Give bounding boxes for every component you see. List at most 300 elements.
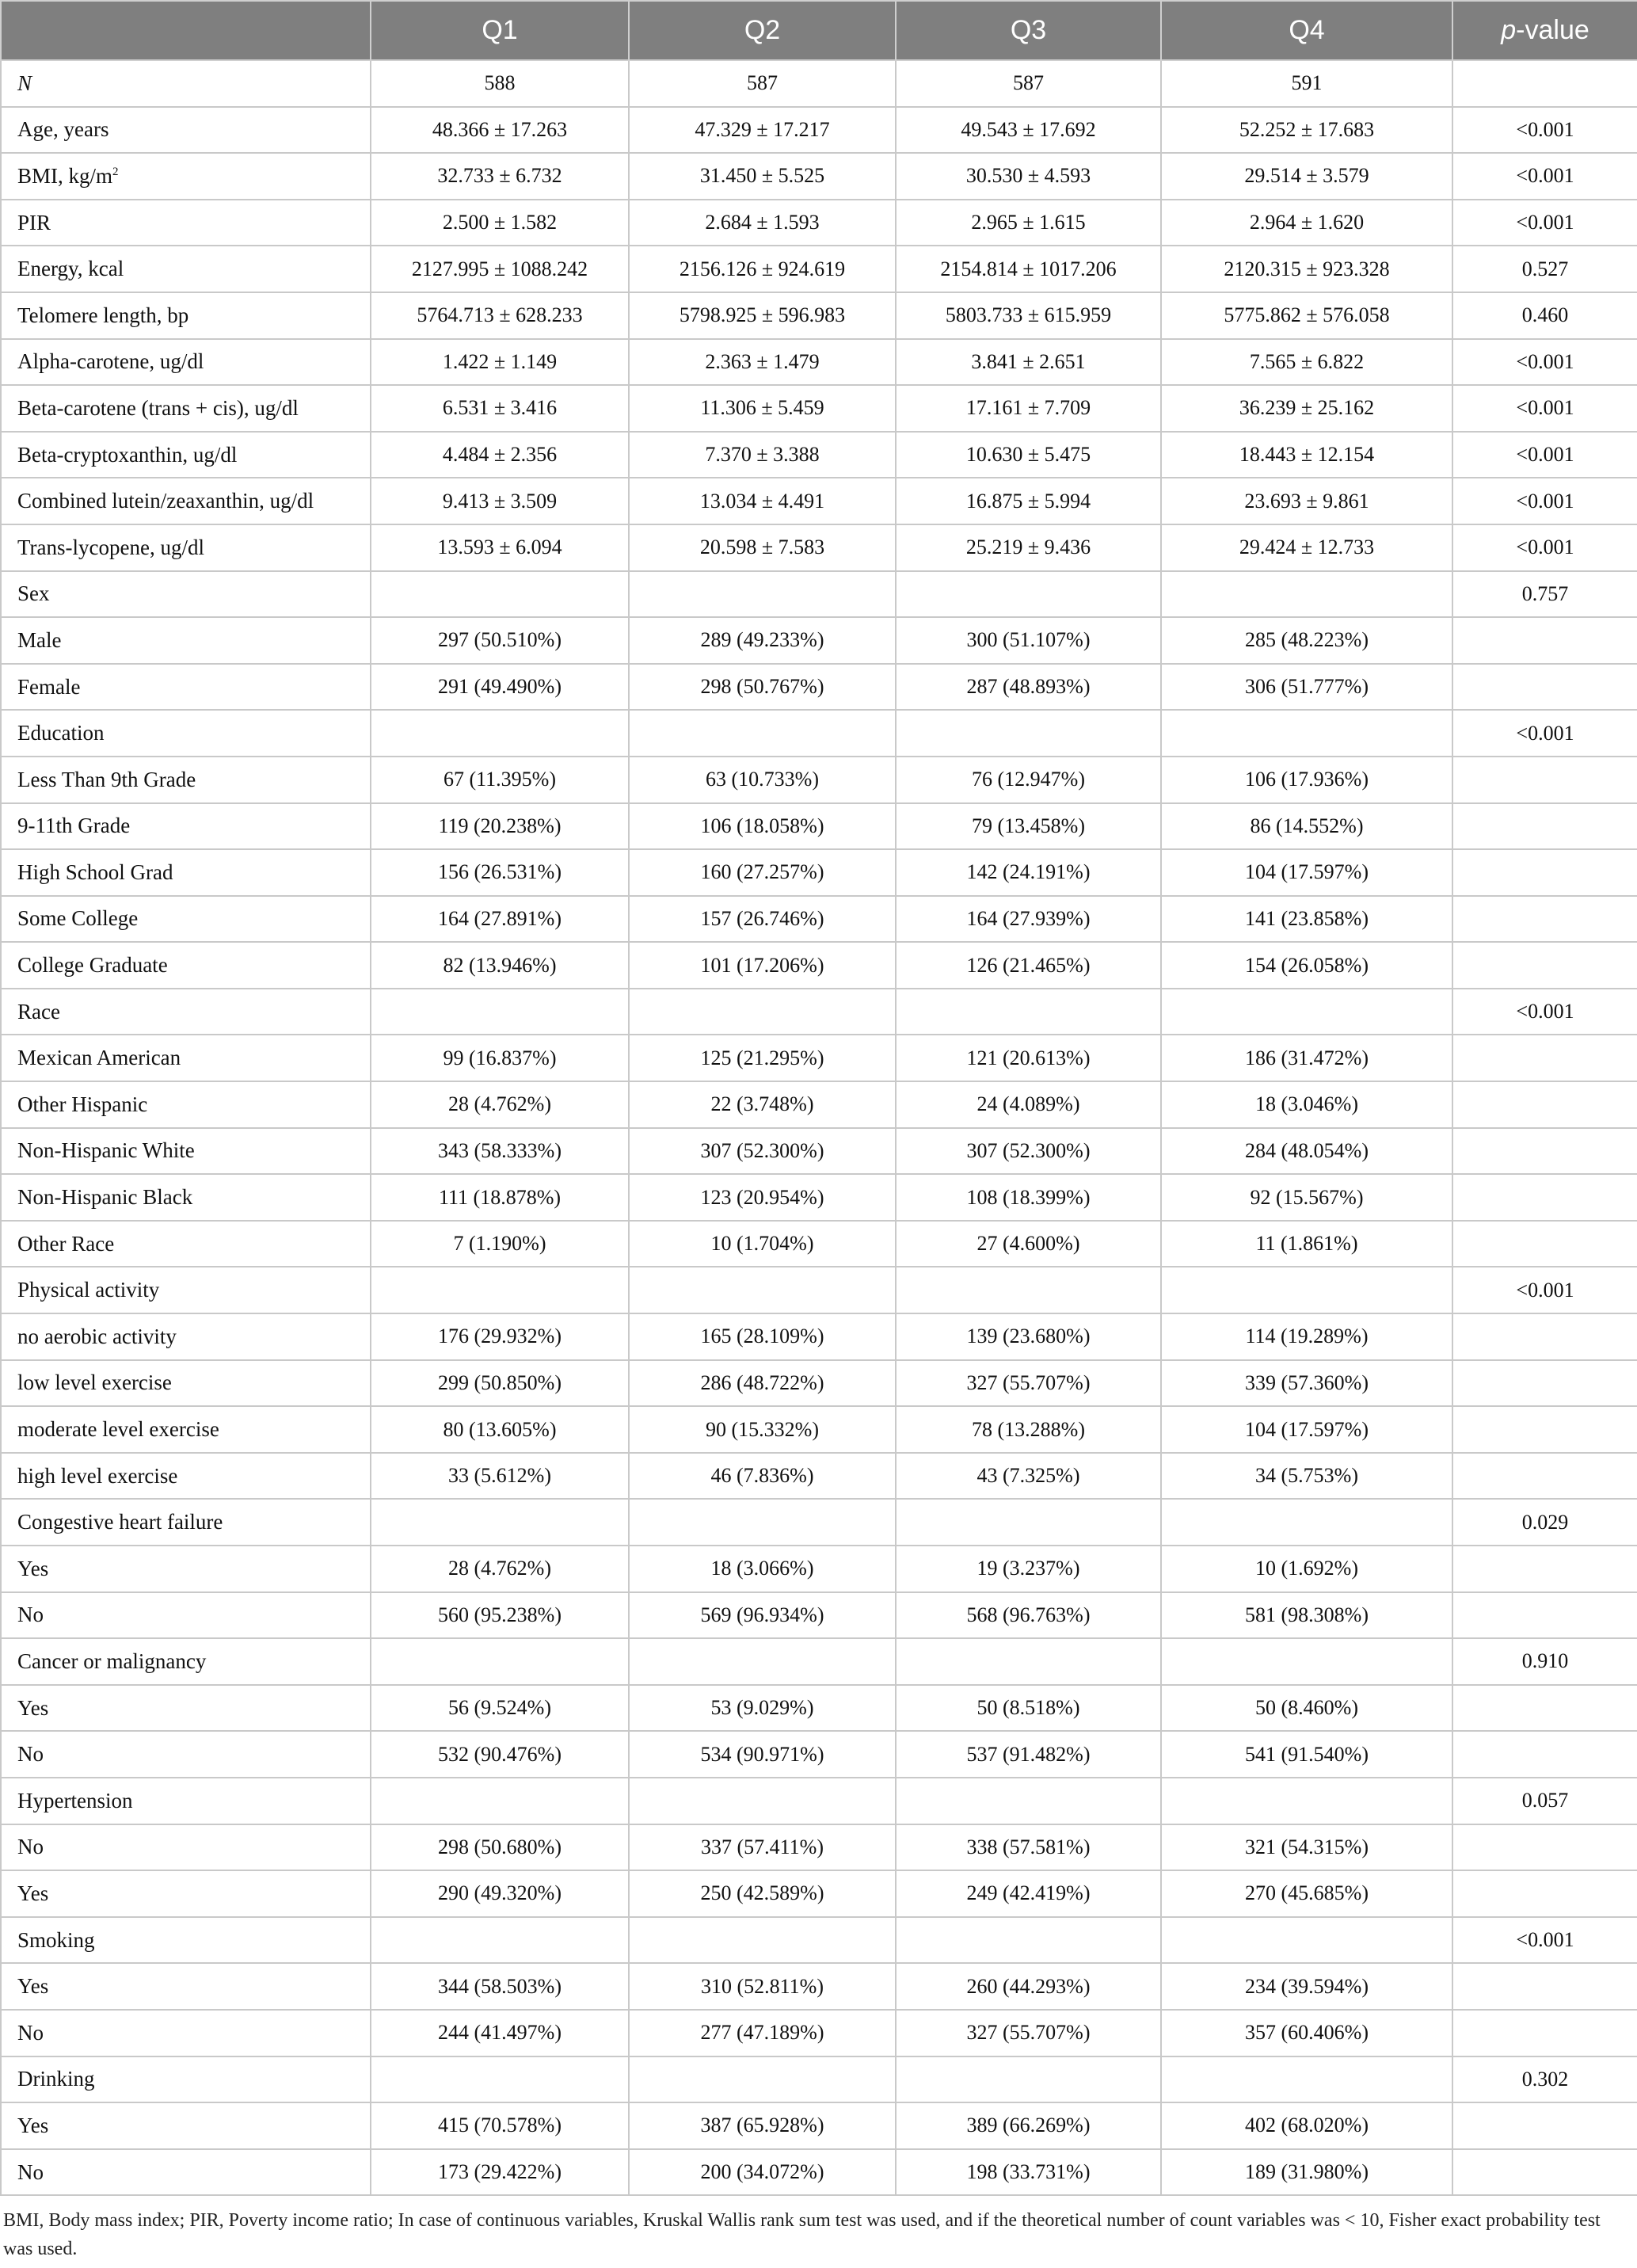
cell-q3: 568 (96.763%) xyxy=(896,1592,1161,1639)
row-label-text: Hypertension xyxy=(17,1788,133,1812)
cell-q1 xyxy=(371,2056,629,2103)
row-label-text: Alpha-carotene, ug/dl xyxy=(17,349,204,374)
table-row xyxy=(1,1778,1637,1824)
cell-p-value xyxy=(1452,60,1637,107)
cell-q1 xyxy=(371,571,629,618)
cell-q2: 2156.126 ± 924.619 xyxy=(629,246,896,292)
cell-q3: 19 (3.237%) xyxy=(896,1546,1161,1592)
cell-p-value xyxy=(1452,1221,1637,1267)
cell-q3 xyxy=(896,1499,1161,1546)
table-row xyxy=(1,1128,1637,1175)
header-q1: Q1 xyxy=(371,1,629,60)
cell-q3: 389 (66.269%) xyxy=(896,2102,1161,2149)
cell-p-value: 0.029 xyxy=(1452,1499,1637,1546)
table-row xyxy=(1,1267,1637,1313)
cell-q1: 28 (4.762%) xyxy=(371,1081,629,1128)
cell-q1: 343 (58.333%) xyxy=(371,1128,629,1175)
cell-q3: 327 (55.707%) xyxy=(896,1360,1161,1407)
cell-q3 xyxy=(896,1267,1161,1313)
cell-p-value: <0.001 xyxy=(1452,107,1637,154)
cell-q4: 306 (51.777%) xyxy=(1161,664,1452,711)
cell-q3: 164 (27.939%) xyxy=(896,896,1161,943)
row-label-text: 9-11th Grade xyxy=(17,814,131,838)
cell-q3 xyxy=(896,1638,1161,1685)
cell-q1 xyxy=(371,1638,629,1685)
row-label xyxy=(1,107,371,154)
cell-q2: 337 (57.411%) xyxy=(629,1824,896,1871)
cell-p-value xyxy=(1452,1592,1637,1639)
cell-q2: 289 (49.233%) xyxy=(629,617,896,664)
cell-q1: 7 (1.190%) xyxy=(371,1221,629,1267)
cell-q4 xyxy=(1161,571,1452,618)
cell-q2: 277 (47.189%) xyxy=(629,2010,896,2056)
row-label xyxy=(1,2149,371,2196)
row-label xyxy=(1,246,371,292)
row-label xyxy=(1,339,371,386)
row-label xyxy=(1,153,371,200)
row-label xyxy=(1,1360,371,1407)
cell-q1: 560 (95.238%) xyxy=(371,1592,629,1639)
cell-q1 xyxy=(371,989,629,1035)
row-label xyxy=(1,2102,371,2149)
cell-q1 xyxy=(371,1917,629,1964)
cell-q2 xyxy=(629,989,896,1035)
row-label xyxy=(1,200,371,246)
row-label xyxy=(1,1453,371,1500)
table-row xyxy=(1,478,1637,524)
row-label xyxy=(1,1824,371,1871)
cell-p-value xyxy=(1452,757,1637,803)
row-label-text: Mexican American xyxy=(17,1046,181,1070)
cell-q3: 537 (91.482%) xyxy=(896,1731,1161,1778)
cell-q1: 297 (50.510%) xyxy=(371,617,629,664)
cell-p-value xyxy=(1452,803,1637,850)
cell-q3: 10.630 ± 5.475 xyxy=(896,432,1161,478)
cell-q2: 157 (26.746%) xyxy=(629,896,896,943)
row-label-text: Non-Hispanic Black xyxy=(17,1185,193,1210)
cell-q1: 32.733 ± 6.732 xyxy=(371,153,629,200)
cell-q4: 11 (1.861%) xyxy=(1161,1221,1452,1267)
cell-p-value xyxy=(1452,849,1637,896)
row-label xyxy=(1,2056,371,2103)
cell-p-value xyxy=(1452,1035,1637,1081)
cell-q4: 186 (31.472%) xyxy=(1161,1035,1452,1081)
table-row xyxy=(1,1731,1637,1778)
cell-q4: 7.565 ± 6.822 xyxy=(1161,339,1452,386)
row-label-text: Female xyxy=(17,674,81,699)
cell-p-value xyxy=(1452,1128,1637,1175)
cell-q2: 18 (3.066%) xyxy=(629,1546,896,1592)
table-row xyxy=(1,1221,1637,1267)
cell-q1: 4.484 ± 2.356 xyxy=(371,432,629,478)
cell-q1: 173 (29.422%) xyxy=(371,2149,629,2196)
cell-q3 xyxy=(896,571,1161,618)
cell-q3: 27 (4.600%) xyxy=(896,1221,1161,1267)
row-label-text: Telomere length, bp xyxy=(17,303,189,327)
cell-q4: 10 (1.692%) xyxy=(1161,1546,1452,1592)
cell-p-value: <0.001 xyxy=(1452,200,1637,246)
row-label xyxy=(1,896,371,943)
cell-q4: 36.239 ± 25.162 xyxy=(1161,385,1452,432)
cell-p-value xyxy=(1452,1360,1637,1407)
cell-q2: 387 (65.928%) xyxy=(629,2102,896,2149)
cell-q4: 104 (17.597%) xyxy=(1161,1406,1452,1453)
row-label-text: No xyxy=(17,1742,44,1767)
cell-q1: 9.413 ± 3.509 xyxy=(371,478,629,524)
cell-q2: 5798.925 ± 596.983 xyxy=(629,292,896,339)
cell-q4: 18.443 ± 12.154 xyxy=(1161,432,1452,478)
row-label xyxy=(1,1128,371,1175)
cell-q1: 532 (90.476%) xyxy=(371,1731,629,1778)
row-label xyxy=(1,710,371,757)
row-label-text: No xyxy=(17,2020,44,2045)
row-label-text: Beta-cryptoxanthin, ug/dl xyxy=(17,442,238,467)
cell-q4: 23.693 ± 9.861 xyxy=(1161,478,1452,524)
cell-q2 xyxy=(629,1917,896,1964)
cell-q4: 234 (39.594%) xyxy=(1161,1963,1452,2010)
cell-p-value: <0.001 xyxy=(1452,1267,1637,1313)
cell-p-value xyxy=(1452,1081,1637,1128)
cell-p-value xyxy=(1452,942,1637,989)
row-label xyxy=(1,1963,371,2010)
table-row xyxy=(1,1313,1637,1360)
row-label-text: Yes xyxy=(17,2113,49,2137)
cell-q4: 92 (15.567%) xyxy=(1161,1174,1452,1221)
cell-q3 xyxy=(896,989,1161,1035)
cell-q4: 284 (48.054%) xyxy=(1161,1128,1452,1175)
cell-p-value xyxy=(1452,2102,1637,2149)
cell-q3: 300 (51.107%) xyxy=(896,617,1161,664)
cell-q4: 18 (3.046%) xyxy=(1161,1081,1452,1128)
cell-q3 xyxy=(896,2056,1161,2103)
cell-q2 xyxy=(629,1267,896,1313)
cell-q3: 249 (42.419%) xyxy=(896,1870,1161,1917)
cell-q4: 2.964 ± 1.620 xyxy=(1161,200,1452,246)
cell-q4: 339 (57.360%) xyxy=(1161,1360,1452,1407)
cell-q4: 541 (91.540%) xyxy=(1161,1731,1452,1778)
cell-q4 xyxy=(1161,1778,1452,1824)
cell-p-value xyxy=(1452,1870,1637,1917)
row-label-text: low level exercise xyxy=(17,1370,172,1395)
cell-q1: 111 (18.878%) xyxy=(371,1174,629,1221)
cell-p-value: <0.001 xyxy=(1452,989,1637,1035)
cell-q4: 154 (26.058%) xyxy=(1161,942,1452,989)
cell-q4: 29.514 ± 3.579 xyxy=(1161,153,1452,200)
row-label-text: Race xyxy=(17,999,60,1023)
row-label xyxy=(1,1546,371,1592)
cell-q2 xyxy=(629,571,896,618)
table-row xyxy=(1,153,1637,200)
cell-q2: 160 (27.257%) xyxy=(629,849,896,896)
row-label-text: Less Than 9th Grade xyxy=(17,767,196,791)
cell-q3: 587 xyxy=(896,60,1161,107)
row-label xyxy=(1,617,371,664)
row-label-text: BMI, kg/m xyxy=(17,163,113,188)
table-row xyxy=(1,385,1637,432)
cell-q2: 47.329 ± 17.217 xyxy=(629,107,896,154)
row-label xyxy=(1,1638,371,1685)
row-label-text: Yes xyxy=(17,1695,49,1720)
cell-q3 xyxy=(896,710,1161,757)
row-label xyxy=(1,432,371,478)
table-row xyxy=(1,1592,1637,1639)
row-label xyxy=(1,1685,371,1732)
row-label-text: high level exercise xyxy=(17,1463,178,1488)
cell-p-value xyxy=(1452,1824,1637,1871)
cell-q1: 588 xyxy=(371,60,629,107)
cell-p-value: <0.001 xyxy=(1452,710,1637,757)
cell-p-value xyxy=(1452,1731,1637,1778)
cell-q4 xyxy=(1161,1917,1452,1964)
cell-q1: 290 (49.320%) xyxy=(371,1870,629,1917)
table-row xyxy=(1,60,1637,107)
table-row xyxy=(1,849,1637,896)
row-label-text: Congestive heart failure xyxy=(17,1510,223,1534)
header-p-rest: -value xyxy=(1516,15,1589,45)
row-label xyxy=(1,757,371,803)
cell-q3: 43 (7.325%) xyxy=(896,1453,1161,1500)
row-label xyxy=(1,1499,371,1546)
row-label-text: Other Hispanic xyxy=(17,1092,148,1116)
row-label-text: Sex xyxy=(17,581,50,606)
cell-p-value xyxy=(1452,2010,1637,2056)
cell-q2: 20.598 ± 7.583 xyxy=(629,524,896,571)
header-variable xyxy=(1,1,371,60)
table-row xyxy=(1,1406,1637,1453)
cell-q2 xyxy=(629,2056,896,2103)
row-label-text: Energy, kcal xyxy=(17,257,124,281)
table-row xyxy=(1,1035,1637,1081)
row-label xyxy=(1,1081,371,1128)
row-label xyxy=(1,478,371,524)
table-row xyxy=(1,1174,1637,1221)
cell-q4: 86 (14.552%) xyxy=(1161,803,1452,850)
row-label-text: N xyxy=(17,71,32,95)
row-label xyxy=(1,664,371,711)
cell-q4 xyxy=(1161,2056,1452,2103)
table-row xyxy=(1,292,1637,339)
cell-q3: 198 (33.731%) xyxy=(896,2149,1161,2196)
row-label-text: PIR xyxy=(17,210,51,234)
table-row xyxy=(1,200,1637,246)
table-row xyxy=(1,942,1637,989)
cell-q3: 108 (18.399%) xyxy=(896,1174,1161,1221)
row-label xyxy=(1,1778,371,1824)
cell-q1: 28 (4.762%) xyxy=(371,1546,629,1592)
cell-p-value xyxy=(1452,1406,1637,1453)
table-row xyxy=(1,339,1637,386)
cell-p-value xyxy=(1452,896,1637,943)
cell-q1: 82 (13.946%) xyxy=(371,942,629,989)
row-label-text: Combined lutein/zeaxanthin, ug/dl xyxy=(17,489,314,513)
cell-p-value xyxy=(1452,1546,1637,1592)
cell-q2: 7.370 ± 3.388 xyxy=(629,432,896,478)
cell-q3: 16.875 ± 5.994 xyxy=(896,478,1161,524)
cell-p-value: <0.001 xyxy=(1452,432,1637,478)
cell-q2: 13.034 ± 4.491 xyxy=(629,478,896,524)
cell-p-value xyxy=(1452,1685,1637,1732)
row-label-text: No xyxy=(17,1603,44,1627)
table-row xyxy=(1,2056,1637,2103)
table-row xyxy=(1,1963,1637,2010)
table-row xyxy=(1,1870,1637,1917)
row-label xyxy=(1,60,371,107)
cell-q2: 200 (34.072%) xyxy=(629,2149,896,2196)
cell-q1: 13.593 ± 6.094 xyxy=(371,524,629,571)
cell-q2: 165 (28.109%) xyxy=(629,1313,896,1360)
cell-q1: 176 (29.932%) xyxy=(371,1313,629,1360)
cell-q2: 46 (7.836%) xyxy=(629,1453,896,1500)
cell-q4: 189 (31.980%) xyxy=(1161,2149,1452,2196)
row-label xyxy=(1,1731,371,1778)
cell-q1: 344 (58.503%) xyxy=(371,1963,629,2010)
cell-q2: 90 (15.332%) xyxy=(629,1406,896,1453)
row-label-text: Some College xyxy=(17,906,139,931)
row-label-text: Cancer or malignancy xyxy=(17,1649,207,1673)
cell-q4: 5775.862 ± 576.058 xyxy=(1161,292,1452,339)
cell-q4: 104 (17.597%) xyxy=(1161,849,1452,896)
table-header xyxy=(1,1,1637,60)
cell-q1 xyxy=(371,1778,629,1824)
table-row xyxy=(1,664,1637,711)
cell-q3 xyxy=(896,1917,1161,1964)
row-label-text: Physical activity xyxy=(17,1278,160,1302)
cell-q2: 2.684 ± 1.593 xyxy=(629,200,896,246)
cell-q1: 1.422 ± 1.149 xyxy=(371,339,629,386)
row-label xyxy=(1,524,371,571)
row-label xyxy=(1,1035,371,1081)
row-label xyxy=(1,1221,371,1267)
row-label xyxy=(1,2010,371,2056)
cell-q2 xyxy=(629,1499,896,1546)
cell-q1 xyxy=(371,1499,629,1546)
cell-q3 xyxy=(896,1778,1161,1824)
cell-p-value: <0.001 xyxy=(1452,524,1637,571)
cell-p-value: <0.001 xyxy=(1452,478,1637,524)
table-row xyxy=(1,617,1637,664)
row-label-text: moderate level exercise xyxy=(17,1417,219,1442)
table-row xyxy=(1,1638,1637,1685)
cell-p-value: <0.001 xyxy=(1452,153,1637,200)
cell-q3: 327 (55.707%) xyxy=(896,2010,1161,2056)
cell-q4: 34 (5.753%) xyxy=(1161,1453,1452,1500)
cell-q1: 291 (49.490%) xyxy=(371,664,629,711)
cell-q1: 48.366 ± 17.263 xyxy=(371,107,629,154)
cell-q4 xyxy=(1161,989,1452,1035)
cell-q4 xyxy=(1161,1267,1452,1313)
cell-p-value: 0.910 xyxy=(1452,1638,1637,1685)
row-label-text: College Graduate xyxy=(17,953,168,978)
cell-q3: 139 (23.680%) xyxy=(896,1313,1161,1360)
cell-p-value: 0.057 xyxy=(1452,1778,1637,1824)
row-label xyxy=(1,1174,371,1221)
cell-q1: 2127.995 ± 1088.242 xyxy=(371,246,629,292)
cell-q2: 2.363 ± 1.479 xyxy=(629,339,896,386)
row-label-text: No xyxy=(17,2159,44,2184)
cell-q3: 49.543 ± 17.692 xyxy=(896,107,1161,154)
cell-p-value xyxy=(1452,1174,1637,1221)
header-p-italic: p xyxy=(1501,15,1517,45)
cell-q1: 299 (50.850%) xyxy=(371,1360,629,1407)
row-label xyxy=(1,1406,371,1453)
cell-q3: 121 (20.613%) xyxy=(896,1035,1161,1081)
table-row xyxy=(1,757,1637,803)
cell-q2: 10 (1.704%) xyxy=(629,1221,896,1267)
cell-p-value: 0.302 xyxy=(1452,2056,1637,2103)
table-row xyxy=(1,2149,1637,2196)
cell-q2: 310 (52.811%) xyxy=(629,1963,896,2010)
cell-q3: 338 (57.581%) xyxy=(896,1824,1161,1871)
header-q2: Q2 xyxy=(629,1,896,60)
cell-q2: 31.450 ± 5.525 xyxy=(629,153,896,200)
cell-q4: 29.424 ± 12.733 xyxy=(1161,524,1452,571)
table-row xyxy=(1,524,1637,571)
cell-q1: 119 (20.238%) xyxy=(371,803,629,850)
cell-q2: 22 (3.748%) xyxy=(629,1081,896,1128)
table-row xyxy=(1,1360,1637,1407)
cell-q3: 2.965 ± 1.615 xyxy=(896,200,1161,246)
cell-q4: 50 (8.460%) xyxy=(1161,1685,1452,1732)
table-row xyxy=(1,1081,1637,1128)
cell-p-value xyxy=(1452,2149,1637,2196)
cell-q1: 99 (16.837%) xyxy=(371,1035,629,1081)
cell-q3: 260 (44.293%) xyxy=(896,1963,1161,2010)
row-label-superscript: 2 xyxy=(112,165,119,178)
cell-q1: 80 (13.605%) xyxy=(371,1406,629,1453)
cell-q4: 591 xyxy=(1161,60,1452,107)
row-label-text: Male xyxy=(17,627,62,652)
row-label-text: Smoking xyxy=(17,1927,95,1952)
table-row xyxy=(1,1824,1637,1871)
row-label xyxy=(1,989,371,1035)
cell-q3: 50 (8.518%) xyxy=(896,1685,1161,1732)
row-label-text: Beta-carotene (trans + cis), ug/dl xyxy=(17,395,299,420)
cell-q2: 587 xyxy=(629,60,896,107)
row-label-text: Trans-lycopene, ug/dl xyxy=(17,535,204,559)
table-row xyxy=(1,1685,1637,1732)
table-row xyxy=(1,2102,1637,2149)
table-row xyxy=(1,710,1637,757)
cell-q1: 5764.713 ± 628.233 xyxy=(371,292,629,339)
cell-q4: 357 (60.406%) xyxy=(1161,2010,1452,2056)
cell-p-value: <0.001 xyxy=(1452,1917,1637,1964)
cell-q3: 76 (12.947%) xyxy=(896,757,1161,803)
cell-q4: 2120.315 ± 923.328 xyxy=(1161,246,1452,292)
row-label xyxy=(1,803,371,850)
cell-q4: 52.252 ± 17.683 xyxy=(1161,107,1452,154)
header-q3: Q3 xyxy=(896,1,1161,60)
cell-q4 xyxy=(1161,1499,1452,1546)
cell-q4 xyxy=(1161,710,1452,757)
cell-q1: 33 (5.612%) xyxy=(371,1453,629,1500)
cell-q1 xyxy=(371,710,629,757)
cell-q1: 156 (26.531%) xyxy=(371,849,629,896)
cell-q2: 106 (18.058%) xyxy=(629,803,896,850)
cell-q2: 286 (48.722%) xyxy=(629,1360,896,1407)
cell-q3: 2154.814 ± 1017.206 xyxy=(896,246,1161,292)
cell-q4: 270 (45.685%) xyxy=(1161,1870,1452,1917)
cell-q4: 114 (19.289%) xyxy=(1161,1313,1452,1360)
row-label-text: Education xyxy=(17,721,105,745)
cell-q3: 142 (24.191%) xyxy=(896,849,1161,896)
table-row xyxy=(1,989,1637,1035)
cell-q2 xyxy=(629,710,896,757)
cell-q4: 141 (23.858%) xyxy=(1161,896,1452,943)
cell-p-value xyxy=(1452,664,1637,711)
row-label xyxy=(1,385,371,432)
row-label xyxy=(1,292,371,339)
cell-q3: 307 (52.300%) xyxy=(896,1128,1161,1175)
